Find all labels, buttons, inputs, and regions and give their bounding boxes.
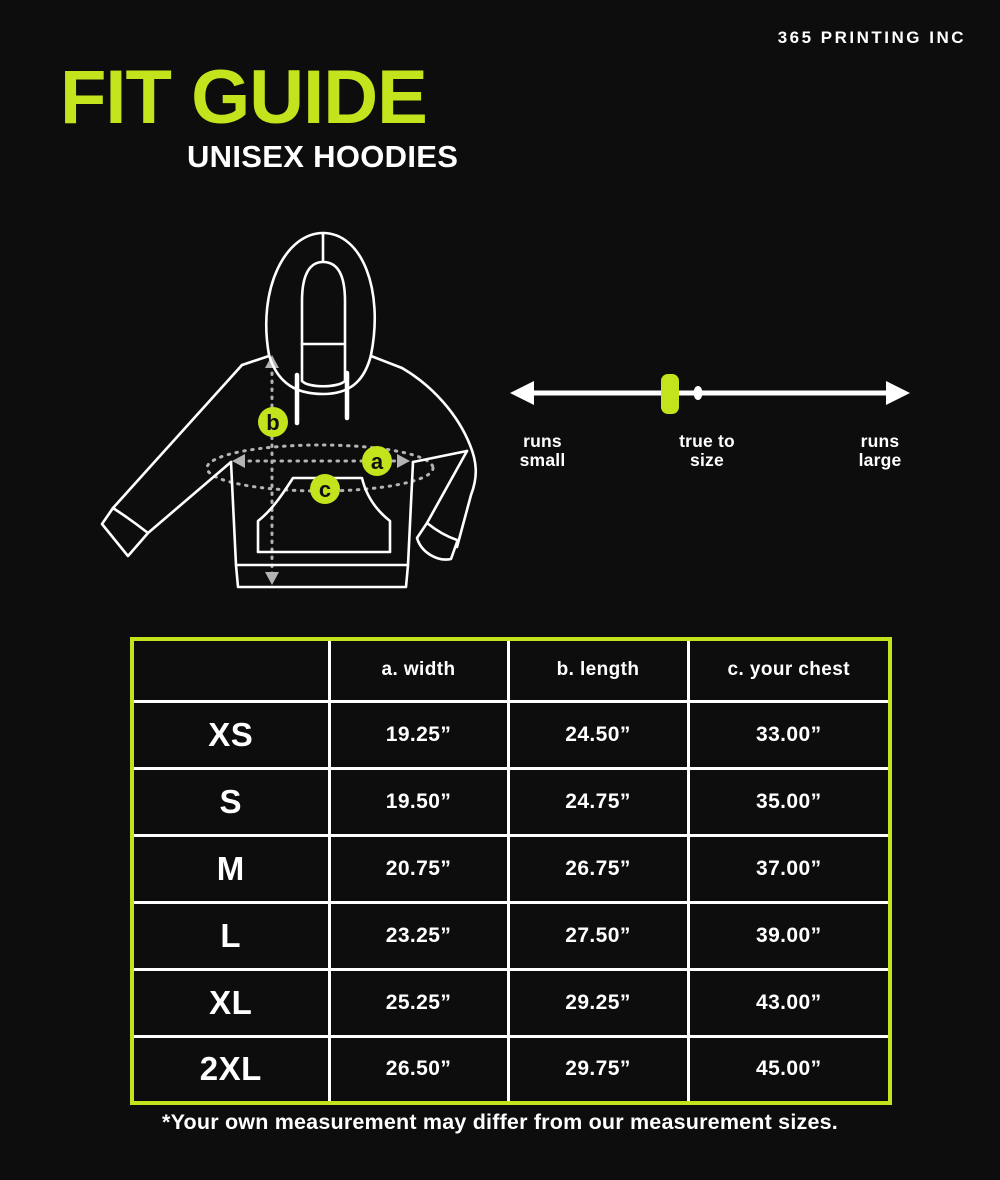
width-value: 25.25”: [329, 969, 508, 1036]
length-value: 29.25”: [508, 969, 688, 1036]
forearm-right-front: [427, 451, 467, 523]
sleeve-left-inner: [148, 462, 231, 533]
size-label: M: [132, 835, 329, 902]
size-label: 2XL: [132, 1036, 329, 1103]
cuff-right-end: [417, 523, 457, 560]
chest-value: 33.00”: [688, 701, 890, 768]
scale-label-line: large: [858, 450, 902, 470]
column-header-chest: c. your chest: [688, 639, 890, 701]
chest-value: 35.00”: [688, 768, 890, 835]
table-row: [132, 902, 890, 969]
size-table: [130, 637, 892, 1105]
cuff-right-band: [427, 523, 457, 540]
table-row: [132, 768, 890, 835]
arrow-down-icon: [265, 572, 279, 585]
footnote: *Your own measurement may differ from our measurement sizes.: [162, 1110, 838, 1134]
body-right-seam: [408, 462, 413, 565]
arrow-left-icon: [232, 454, 245, 468]
fit-scale-axis: [500, 360, 920, 420]
scale-tick-dot: [694, 386, 703, 400]
measurement-guides: [207, 355, 433, 585]
length-value: 24.75”: [508, 768, 688, 835]
width-value: 19.50”: [329, 768, 508, 835]
scale-label-line: size: [690, 450, 724, 470]
length-value: 24.50”: [508, 701, 688, 768]
scale-label-line: runs: [860, 431, 900, 451]
cuff-left-band: [113, 508, 148, 533]
chest-value: 43.00”: [688, 969, 890, 1036]
marker-letter-b: b: [266, 410, 280, 435]
scale-label-line: runs: [523, 431, 562, 451]
chest-value: 39.00”: [688, 902, 890, 969]
sleeve-left-outer: [113, 365, 242, 508]
hood-bottom-drape: [269, 355, 371, 394]
hoodie-outline: [102, 233, 476, 587]
page-subtitle: UNISEX HOODIES: [187, 139, 459, 174]
fit-scale: [500, 360, 920, 475]
size-label: XS: [132, 701, 329, 768]
table-row: [132, 701, 890, 768]
column-header-length: b. length: [508, 639, 688, 701]
table-row: [132, 1036, 890, 1103]
width-value: 20.75”: [329, 835, 508, 902]
scale-arrow-left-icon: [510, 381, 534, 405]
marker-letter-c: c: [318, 477, 332, 502]
width-value: 26.50”: [329, 1036, 508, 1103]
table-row: [132, 969, 890, 1036]
chest-value: 45.00”: [688, 1036, 890, 1103]
column-header-width: a. width: [329, 639, 508, 701]
size-label: S: [132, 768, 329, 835]
page-title: FIT GUIDE: [60, 55, 427, 140]
scale-label-true-to-size: [657, 432, 757, 470]
hem-band: [236, 565, 408, 587]
size-label: XL: [132, 969, 329, 1036]
shoulder-right: [371, 356, 402, 368]
scale-indicator: [661, 374, 679, 414]
shoulder-left: [242, 356, 269, 365]
width-value: 19.25”: [329, 701, 508, 768]
body-left-seam: [231, 462, 236, 565]
arrow-right-icon: [397, 454, 410, 468]
hood-outer: [266, 233, 374, 355]
scale-label-runs-large: [830, 432, 930, 470]
hood-face-opening: [302, 262, 345, 386]
chest-value: 37.00”: [688, 835, 890, 902]
size-table-header-row: [132, 639, 890, 701]
table-row: [132, 835, 890, 902]
size-label: L: [132, 902, 329, 969]
brand-name: 365 PRINTING INC: [777, 28, 966, 47]
hoodie-diagram: [100, 225, 500, 610]
length-value: 26.75”: [508, 835, 688, 902]
length-value: 29.75”: [508, 1036, 688, 1103]
length-value: 27.50”: [508, 902, 688, 969]
scale-label-line: true to: [679, 431, 735, 451]
width-value: 23.25”: [329, 902, 508, 969]
scale-arrow-right-icon: [886, 381, 910, 405]
marker-letter-a: a: [370, 449, 384, 474]
scale-label-runs-small: [500, 432, 585, 470]
scale-label-line: small: [519, 450, 566, 470]
size-table-corner-cell: [132, 639, 329, 701]
